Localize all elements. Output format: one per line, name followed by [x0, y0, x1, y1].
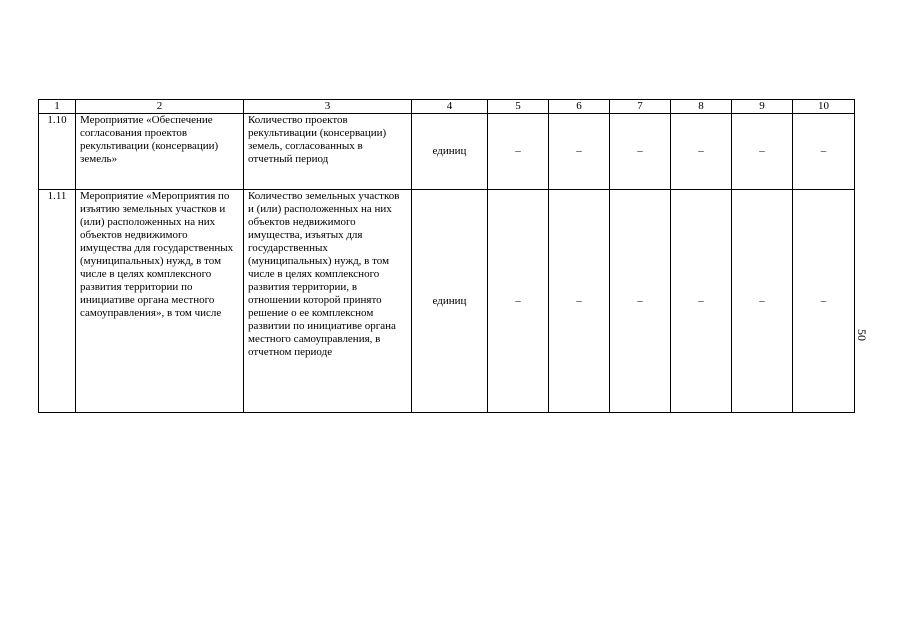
value-cell: –	[488, 190, 549, 413]
column-header: 3	[244, 100, 412, 114]
value-cell: –	[549, 190, 610, 413]
table-header-row	[39, 100, 855, 114]
indicator-cell: Количество проектов рекультивации (консервации) земель, согласованных в отчетный период	[244, 114, 412, 190]
value-cell: –	[793, 114, 855, 190]
value-cell: –	[610, 114, 671, 190]
value-cell: –	[671, 190, 732, 413]
row-number-cell: 1.11	[39, 190, 76, 413]
column-header: 8	[671, 100, 732, 114]
value-cell: –	[732, 114, 793, 190]
column-header: 2	[76, 100, 244, 114]
unit-cell: единиц	[412, 114, 488, 190]
value-cell: –	[671, 114, 732, 190]
value-cell: –	[549, 114, 610, 190]
value-cell: –	[793, 190, 855, 413]
value-cell: –	[488, 114, 549, 190]
page-number: 50	[855, 329, 869, 341]
column-header: 5	[488, 100, 549, 114]
table-row	[39, 190, 855, 413]
column-header: 10	[793, 100, 855, 114]
unit-cell: единиц	[412, 190, 488, 413]
column-header: 7	[610, 100, 671, 114]
table-row	[39, 114, 855, 190]
data-table	[38, 99, 855, 413]
value-cell: –	[732, 190, 793, 413]
column-header: 6	[549, 100, 610, 114]
event-cell: Мероприятие «Обеспечение согласования проектов рекультивации (консервации) земель»	[76, 114, 244, 190]
column-header: 1	[39, 100, 76, 114]
indicator-cell: Количество земельных участков и (или) расположенных на них объектов недвижимого имущества, изъятых для государственных (муниципальных) нужд, в том числе в целях комплексного развития территории, в отношении которой принято решение о ее комплексном развитии по инициативе органа местного самоуправления, в отчетном периоде	[244, 190, 412, 413]
event-cell: Мероприятие «Мероприятия по изъятию земельных участков и (или) расположенных на них объектов недвижимого имущества для государственных (муниципальных) нужд, в том числе в целях комплексного развития территории по инициативе органа местного самоуправления», в том числе	[76, 190, 244, 413]
row-number-cell: 1.10	[39, 114, 76, 190]
value-cell: –	[610, 190, 671, 413]
column-header: 9	[732, 100, 793, 114]
column-header: 4	[412, 100, 488, 114]
